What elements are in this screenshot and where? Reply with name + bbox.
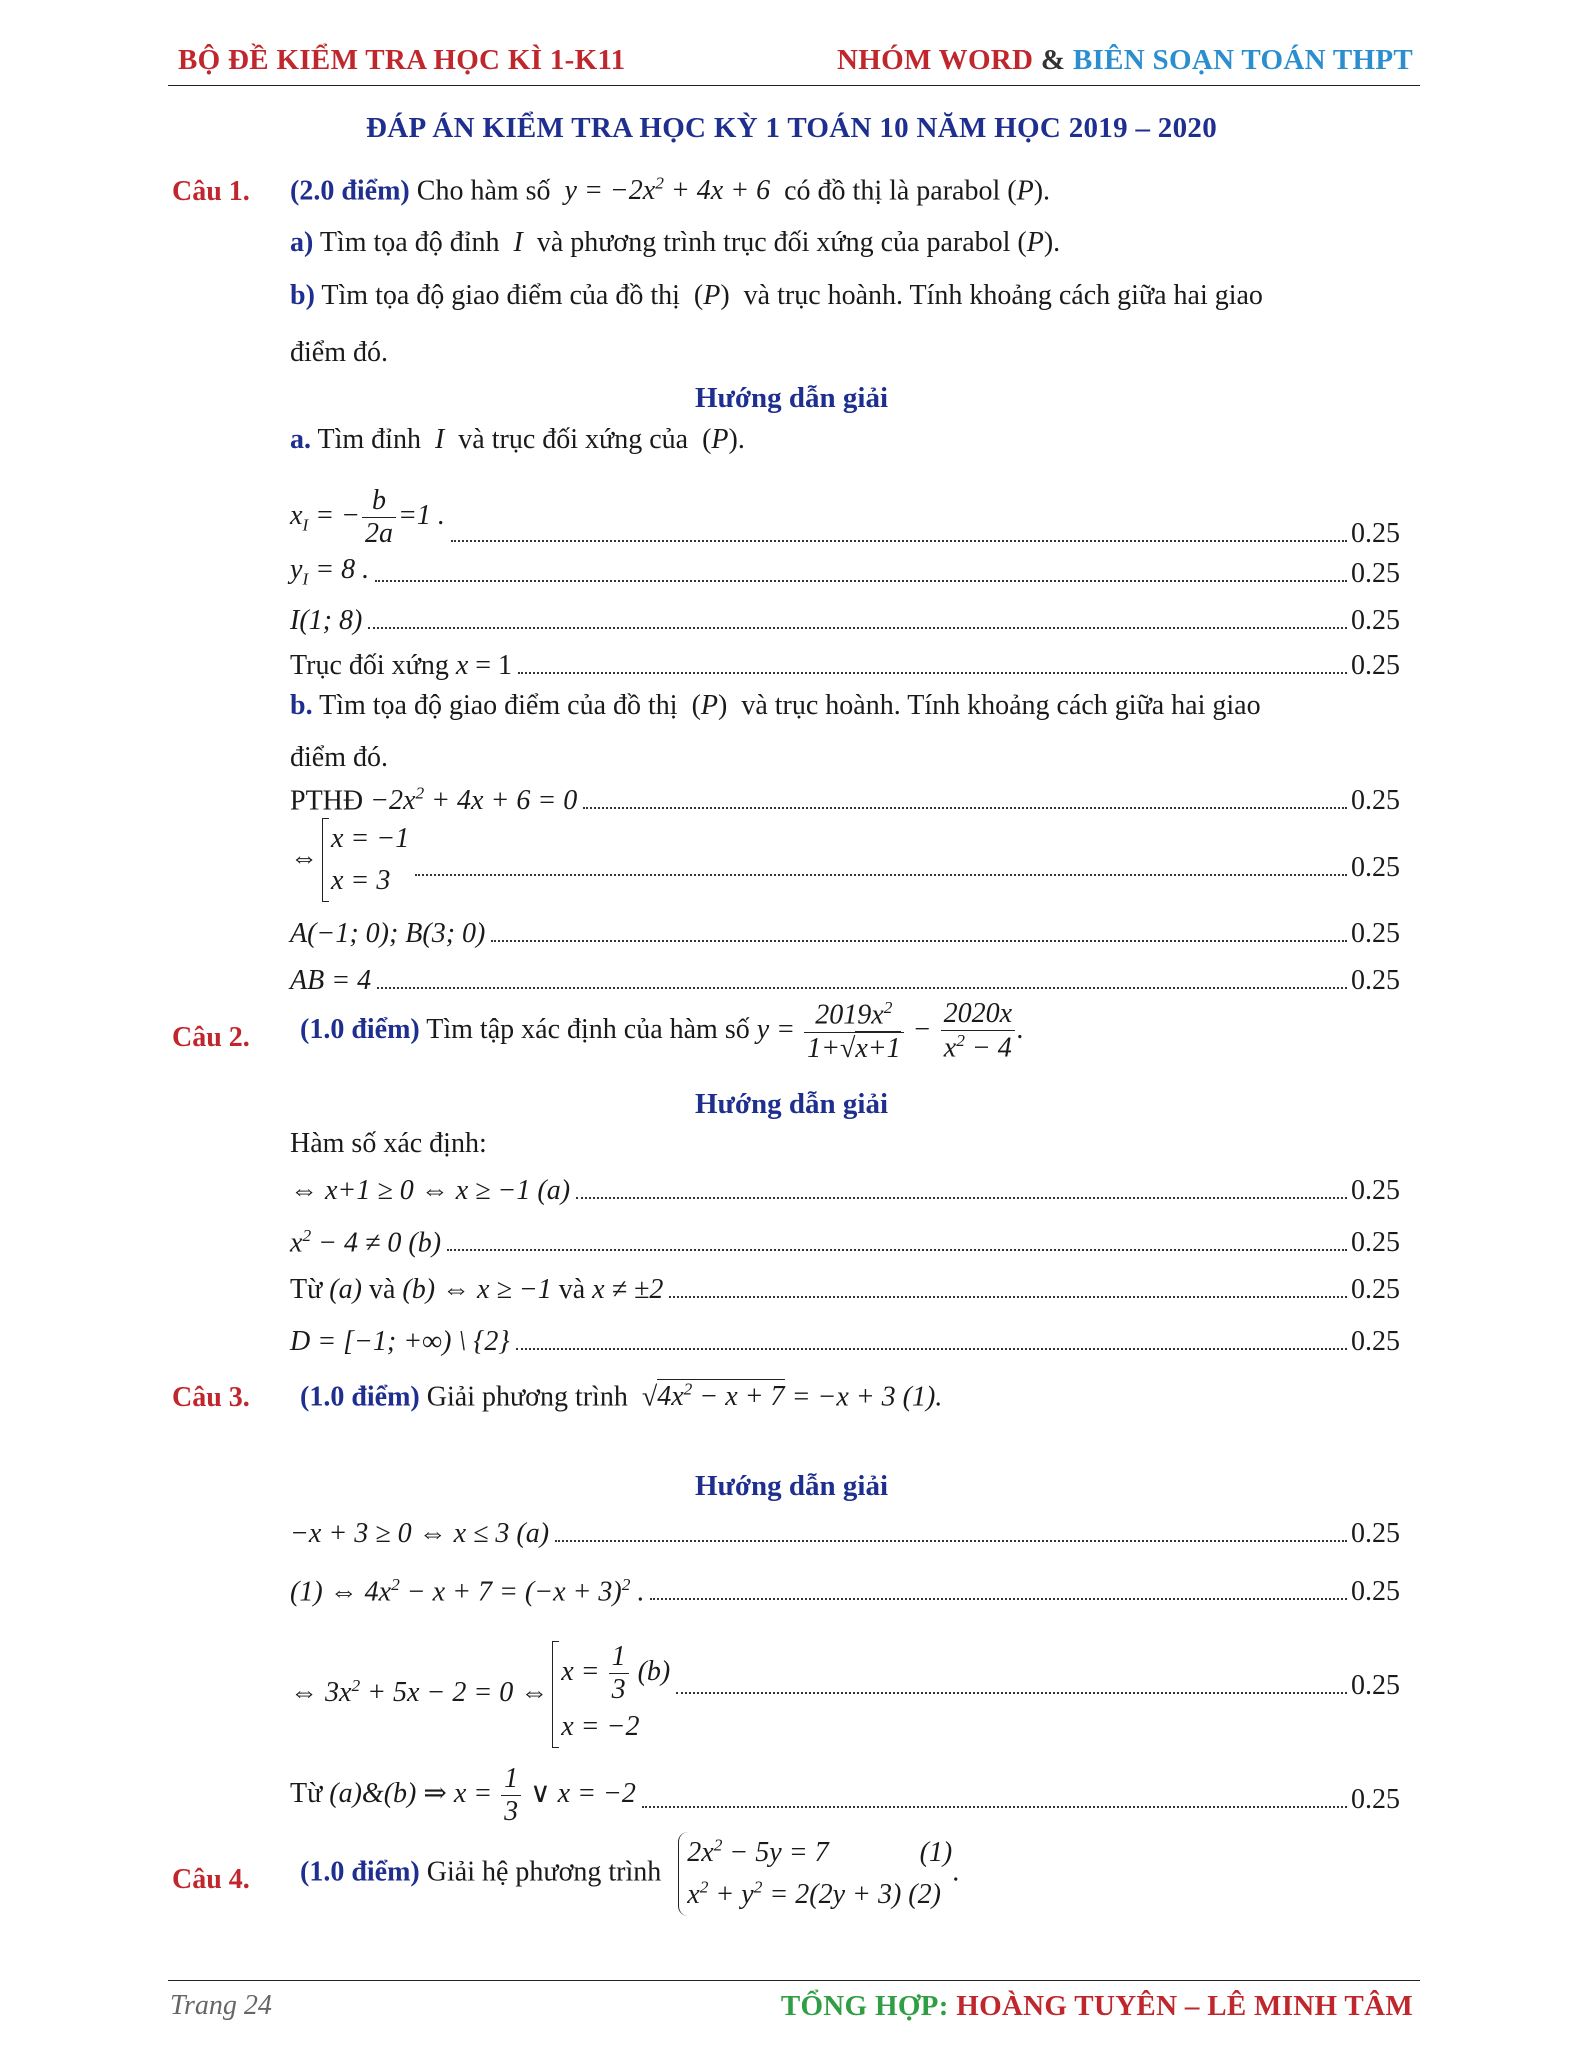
step-vertex-x: $x_I$ = − $\frac{b}{2a}$ =1 . 0.25 (290, 484, 1400, 549)
question-3-intro: Giải phương trình (426, 1381, 628, 1413)
header-group-subtitle: BIÊN SOẠN TOÁN THPT (1072, 44, 1413, 76)
step-domain-a: ⇔ x+1 ≥ 0 ⇔ x ≥ −1 (a) 0.25 (290, 1175, 1400, 1206)
step-distance: AB = 4 0.25 (290, 965, 1400, 996)
step-points: A(−1; 0); B(3; 0) 0.25 (290, 918, 1400, 949)
question-4-statement: (1.0 điểm) Giải hệ phương trình $2x^2 - 5y = 7$ (1) $x^2 + y^2 = 2(2y + 3)$ (2) . (300, 1832, 959, 1916)
footer-credits (781, 1990, 1413, 2023)
part-a-label: a) (290, 227, 314, 258)
score: 0.25 (1351, 1175, 1400, 1206)
solution-part-b-label: b. (290, 690, 313, 721)
part-a-text-2: và phương trình trục đối xứng của parabol (536, 227, 1011, 258)
question-1-parabola-name: (P). (1007, 175, 1051, 207)
part-b-text-2: và trục hoành. Tính khoảng cách giữa hai giao (743, 280, 1263, 311)
solution-part-a-label: a. (290, 424, 311, 455)
step-domain-result: D = [−1; +∞) \ {2} 0.25 (290, 1326, 1400, 1357)
footer-label: TỔNG HỢP: (780, 1990, 949, 2022)
part-b-continuation: điểm đó. (290, 337, 388, 368)
solution-part-a-text: Tìm đỉnh (317, 424, 421, 455)
header-right-title (837, 44, 1413, 77)
va-word: và (558, 1274, 586, 1305)
document-title: ĐÁP ÁN KIỂM TRA HỌC KỲ 1 TOÁN 10 NĂM HỌC 2019 – 2020 (365, 112, 1217, 144)
header-group-name: NHÓM WORD (836, 44, 1034, 76)
footer-rule (168, 1980, 1420, 1981)
tu-word: Từ (290, 1777, 323, 1809)
header-left-title: BỘ ĐỀ KIỂM TRA HỌC KÌ 1-K11 (178, 44, 626, 76)
step-eq-result: Từ (a)&(b) ⇒ x = $\frac{1}{3}$ ∨ x = −2 0.25 (290, 1762, 1400, 1827)
question-3-statement: (1.0 điểm) Giải phương trình $√4x^2 - x + 7 = -x + 3$ (1). (300, 1380, 943, 1413)
step-roots: ⇔ x = −1 x = 3 0.25 (290, 818, 1400, 902)
score: 0.25 (1351, 1670, 1400, 1701)
footer-authors: HOÀNG TUYÊN – LÊ MINH TÂM (956, 1990, 1413, 2022)
solution-1-part-b-heading: b. Tìm tọa độ giao điểm của đồ thị (P) và trục hoành. Tính khoảng cách giữa hai giao (290, 690, 1261, 721)
part-a-text: Tìm tọa độ đỉnh (319, 227, 500, 258)
tu-word: Từ (290, 1274, 323, 1305)
step-vertex-y: $y_I = 8$ . 0.25 (290, 554, 1400, 589)
solution-heading-1: Hướng dẫn giải (694, 382, 889, 414)
score: 0.25 (1351, 785, 1400, 816)
va-word: và (368, 1274, 396, 1305)
step-eq-quadratic: ⇔ $3x^2 + 5x - 2 = 0$ ⇔ x = $\frac{1}{3}$ (b) x = −2 0.25 (290, 1624, 1400, 1748)
step-domain-b: $x^2 - 4 \ne 0$ (b) 0.25 (290, 1225, 1400, 1258)
header-rule (168, 85, 1420, 86)
domain-condition-label: Hàm số xác định: (290, 1128, 487, 1159)
question-2-points: (1.0 điểm) (300, 1013, 420, 1045)
score: 0.25 (1351, 558, 1400, 589)
score: 0.25 (1351, 1227, 1400, 1258)
question-1-intro-end: có đồ thị là parabol (784, 175, 1001, 207)
score: 0.25 (1351, 852, 1400, 883)
axis-text: Trục đối xứng (290, 650, 449, 681)
part-b-label: b) (290, 280, 315, 311)
solution-part-b-text: Tìm tọa độ giao điểm của đồ thị (319, 690, 678, 721)
question-1-part-a: a) Tìm tọa độ đỉnh I và phương trình trục đối xứng của parabol (P). (290, 227, 1061, 258)
score: 0.25 (1351, 1326, 1400, 1357)
question-4-points: (1.0 điểm) (300, 1856, 420, 1888)
score: 0.25 (1351, 1274, 1400, 1305)
solution-part-b-continuation: điểm đó. (290, 742, 388, 773)
score: 0.25 (1351, 1518, 1400, 1549)
solution-1-part-a-heading: a. Tìm đỉnh I và trục đối xứng của (P). (290, 424, 745, 455)
score: 0.25 (1351, 918, 1400, 949)
question-1-part-b: b) Tìm tọa độ giao điểm của đồ thị (P) và trục hoành. Tính khoảng cách giữa hai giao (290, 280, 1263, 311)
question-3-label: Câu 3. (172, 1382, 250, 1413)
step-eq-condition: −x + 3 ≥ 0 ⇔ x ≤ 3 (a) 0.25 (290, 1518, 1400, 1549)
step-intersection-equation: PTHĐ $-2x^2 + 4x + 6 = 0$ 0.25 (290, 783, 1400, 816)
solution-heading-3: Hướng dẫn giải (694, 1470, 889, 1502)
question-1-function: $y = -2x^2 + 4x + 6$ (557, 174, 778, 207)
pthd-label: PTHĐ (290, 785, 364, 816)
question-2-label: Câu 2. (172, 1022, 250, 1053)
solution-part-a-text-2: và trục đối xứng của (458, 424, 689, 455)
page-number: Trang 24 (170, 1990, 272, 2021)
score: 0.25 (1351, 1576, 1400, 1607)
step-domain-combined: Từ (a) và (b) ⇔ x ≥ −1 và x ≠ ±2 0.25 (290, 1274, 1400, 1305)
solution-part-b-text-2: và trục hoành. Tính khoảng cách giữa hai giao (741, 690, 1261, 721)
question-1-statement (290, 174, 1050, 207)
question-1-points: (2.0 điểm) (290, 175, 410, 207)
step-eq-square: (1) ⇔ $4x^2 - x + 7 = (-x + 3)^2$ . 0.25 (290, 1574, 1400, 1607)
score: 0.25 (1351, 1784, 1400, 1815)
question-2-statement: (1.0 điểm) Tìm tập xác định của hàm số y = $\frac{2019x^2}{1+√x+1}$ − $\frac{2020x}{x^2 - 4}$ . (300, 998, 1024, 1064)
question-1-intro: Cho hàm số (416, 175, 551, 207)
score: 0.25 (1351, 965, 1400, 996)
score: 0.25 (1351, 518, 1400, 549)
score: 0.25 (1351, 650, 1400, 681)
question-2-intro: Tìm tập xác định của hàm số (426, 1013, 750, 1045)
header-ampersand: & (1040, 44, 1066, 76)
question-4-label: Câu 4. (172, 1864, 250, 1895)
question-4-intro: Giải hệ phương trình (426, 1856, 662, 1888)
solution-heading-2: Hướng dẫn giải (694, 1088, 889, 1120)
score: 0.25 (1351, 605, 1400, 636)
part-b-text: Tìm tọa độ giao điểm của đồ thị (321, 280, 680, 311)
question-1-label: Câu 1. (172, 176, 250, 207)
question-3-points: (1.0 điểm) (300, 1381, 420, 1413)
step-vertex-point: I(1; 8) 0.25 (290, 605, 1400, 636)
step-axis: Trục đối xứng x = 1 0.25 (290, 650, 1400, 681)
